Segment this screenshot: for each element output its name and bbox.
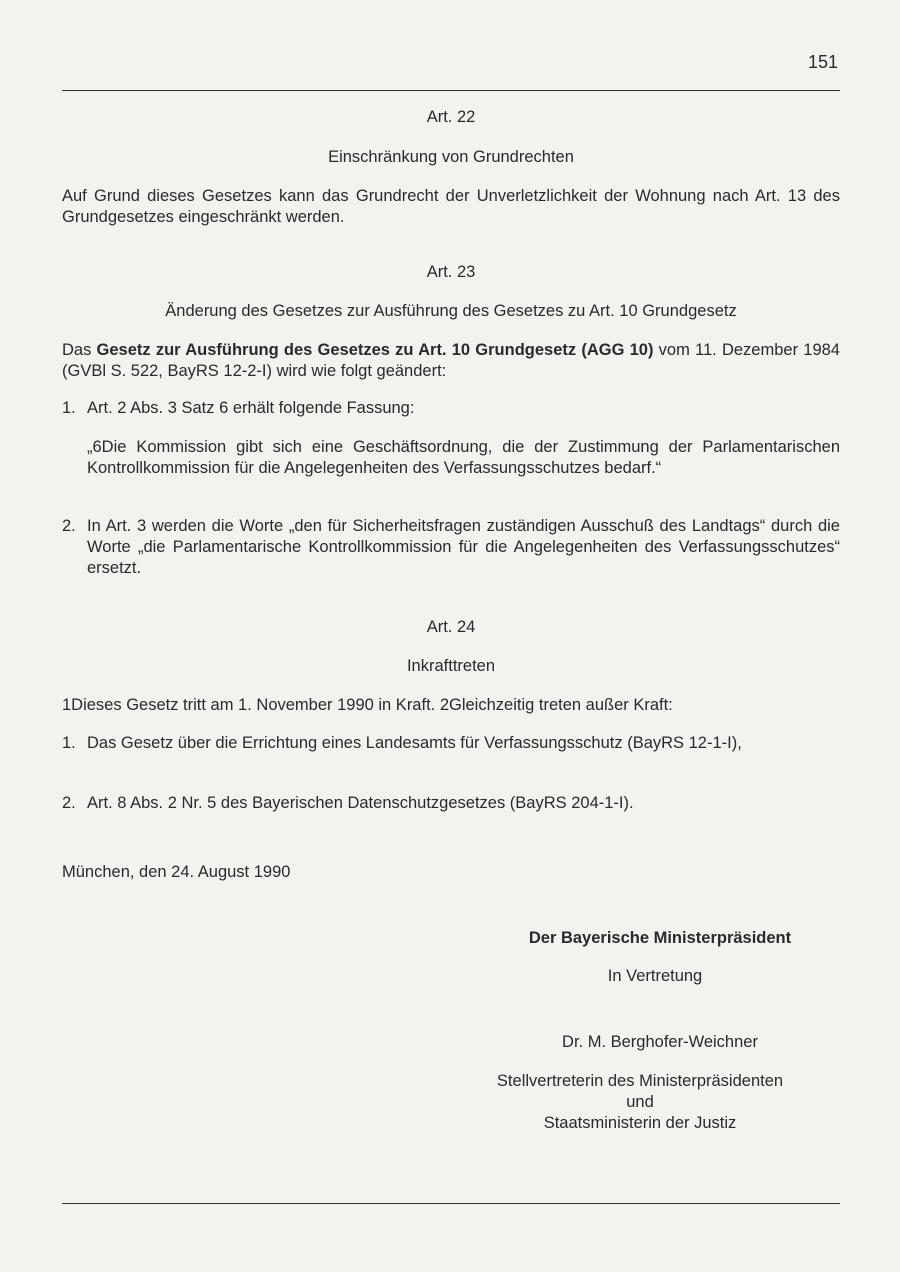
art22-title: Einschränkung von Grundrechten bbox=[328, 148, 574, 166]
art24-item2-number: 2. bbox=[62, 794, 76, 812]
art23-item1-number: 1. bbox=[62, 399, 76, 417]
top-rule bbox=[62, 90, 840, 91]
art23-heading: Art. 23 bbox=[426, 263, 476, 281]
art24-title: Inkrafttreten bbox=[406, 657, 496, 675]
date-line: München, den 24. August 1990 bbox=[62, 863, 291, 881]
art22-heading: Art. 22 bbox=[426, 108, 476, 126]
page-number: 151 bbox=[807, 52, 838, 72]
art24-item1 bbox=[62, 733, 840, 754]
art24-heading: Art. 24 bbox=[426, 618, 476, 636]
bottom-rule bbox=[62, 1203, 840, 1204]
signature-office: Der Bayerische Ministerpräsident bbox=[528, 929, 792, 947]
art23-law-title: Gesetz zur Ausführung des Gesetzes zu Art. 10 Grundgesetz (AGG 10) bbox=[96, 341, 654, 359]
signature-name: Dr. M. Berghofer-Weichner bbox=[562, 1033, 758, 1051]
art24-item1-text: Das Gesetz über die Errichtung eines Landesamts für Verfassungsschutz (BayRS 12-1-I), bbox=[87, 734, 742, 752]
art23-item1 bbox=[62, 398, 840, 419]
art23-item1-quote: „6Die Kommission gibt sich eine Geschäftsordnung, die der Zustimmung der Parlamentarischen Kontrollkommission für die Angelegenheiten des Verfassungsschutzes bedarf.“ bbox=[87, 438, 840, 477]
signature-capacity: In Vertretung bbox=[607, 967, 703, 985]
art23-intro bbox=[62, 340, 840, 382]
art23-intro-pre: Das bbox=[62, 341, 97, 359]
art24-body: 1Dieses Gesetz tritt am 1. November 1990 in Kraft. 2Gleichzeitig treten außer Kraft: bbox=[62, 696, 673, 714]
art23-intro-post: vom 11. Dezember 1984 (GVBl S. 522, BayRS 12-2-I) wird wie folgt geändert: bbox=[62, 341, 840, 380]
art24-item1-number: 1. bbox=[62, 734, 76, 752]
art23-title: Änderung des Gesetzes zur Ausführung des Gesetzes zu Art. 10 Grundgesetz bbox=[165, 302, 737, 320]
art24-item2 bbox=[62, 793, 840, 814]
art23-item2-text: In Art. 3 werden die Worte „den für Sicherheitsfragen zuständigen Ausschuß des Landtags“ durch die Worte „die Parlamentarische Kontrollkommission für die Angelegenheiten des Verfassungsschutzes“ ersetzt. bbox=[87, 517, 840, 577]
art23-item1-text: Art. 2 Abs. 3 Satz 6 erhält folgende Fassung: bbox=[87, 399, 415, 417]
signature-role-line2: und bbox=[626, 1093, 654, 1111]
art22-body: Auf Grund dieses Gesetzes kann das Grundrecht der Unverletzlichkeit der Wohnung nach Art. 13 des Grundgesetzes eingeschränkt werden. bbox=[62, 187, 840, 226]
signature-role-line1: Stellvertreterin des Ministerpräsidenten bbox=[496, 1072, 784, 1090]
art23-item2-number: 2. bbox=[62, 517, 76, 535]
art24-item2-text: Art. 8 Abs. 2 Nr. 5 des Bayerischen Datenschutzgesetzes (BayRS 204-1-I). bbox=[87, 794, 634, 812]
signature-role-line3: Staatsministerin der Justiz bbox=[543, 1114, 737, 1132]
art23-item2 bbox=[62, 516, 840, 579]
